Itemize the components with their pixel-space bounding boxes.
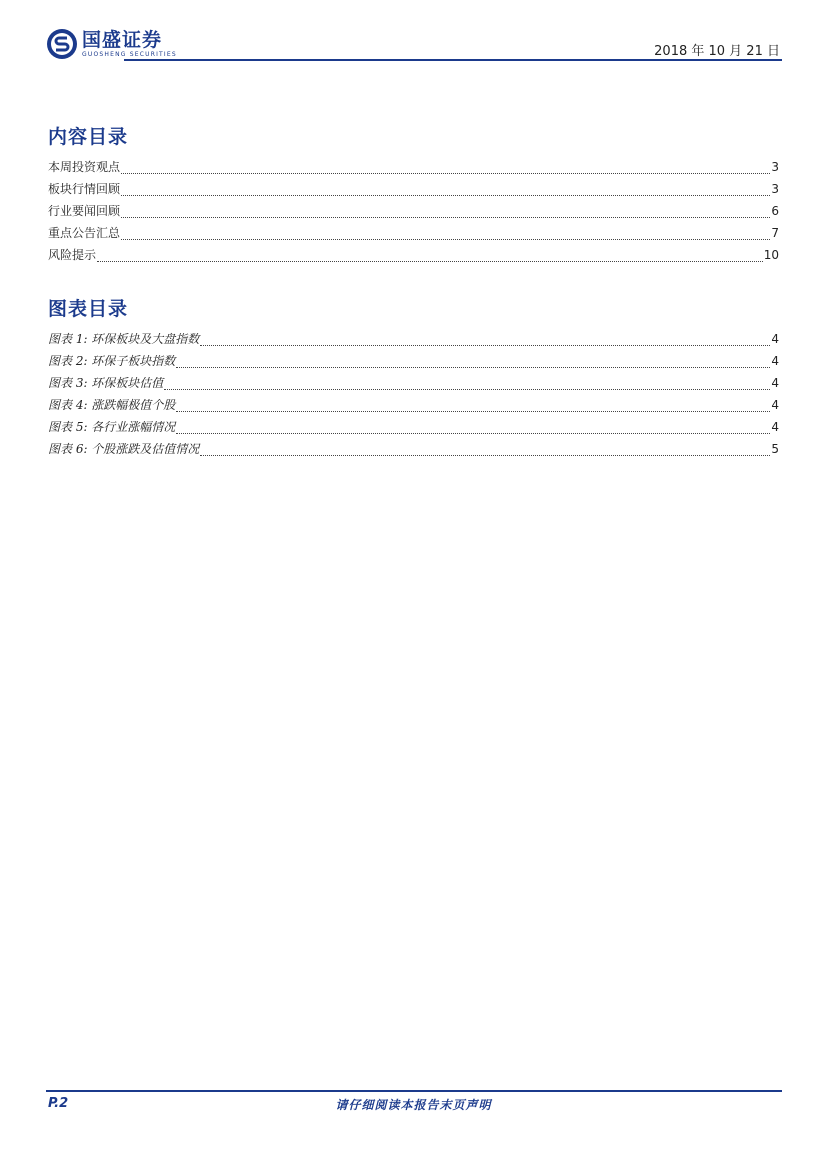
leader-dots	[164, 380, 770, 390]
toc-entry-label: 本周投资观点	[48, 160, 121, 174]
leader-dots	[97, 252, 763, 262]
leader-dots	[121, 186, 770, 196]
figure-entry[interactable]	[48, 330, 779, 352]
figure-entry-label: 图表 3: 环保板块估值	[48, 376, 164, 390]
toc-entry-label: 重点公告汇总	[48, 226, 121, 240]
page-number: P.2	[48, 1096, 69, 1111]
figure-entry-page: 5	[771, 442, 779, 456]
footer-divider	[46, 1090, 782, 1092]
leader-dots	[200, 336, 770, 346]
figure-entry-label: 图表 5: 各行业涨幅情况	[48, 420, 176, 434]
page-header	[46, 24, 782, 64]
figure-entry[interactable]	[48, 418, 779, 440]
figure-entry[interactable]	[48, 396, 779, 418]
toc-entry-page: 6	[771, 204, 779, 218]
leader-dots	[176, 358, 770, 368]
toc-entry-label: 风险提示	[48, 248, 97, 262]
toc-entry[interactable]	[48, 202, 779, 224]
brand-name-en: GUOSHENG SECURITIES	[82, 51, 177, 58]
contents-list	[48, 158, 779, 268]
brand-name-cn: 国盛证券	[82, 29, 163, 51]
leader-dots	[121, 230, 770, 240]
figure-entry-label: 图表 4: 涨跌幅极值个股	[48, 398, 176, 412]
figure-entry-label: 图表 6: 个股涨跌及估值情况	[48, 442, 200, 456]
figure-entry-label: 图表 1: 环保板块及大盘指数	[48, 332, 200, 346]
figure-entry-page: 4	[771, 354, 779, 368]
logo	[46, 26, 177, 62]
figure-entry[interactable]	[48, 374, 779, 396]
logo-icon	[46, 28, 78, 60]
figure-entry-page: 4	[771, 376, 779, 390]
toc-entry-page: 3	[771, 182, 779, 196]
toc-entry[interactable]	[48, 180, 779, 202]
disclaimer-note: 请仔细阅读本报告末页声明	[335, 1098, 492, 1112]
figure-entry[interactable]	[48, 440, 779, 462]
toc-entry[interactable]	[48, 246, 779, 268]
toc-entry[interactable]	[48, 158, 779, 180]
report-date: 2018 年 10 月 21 日	[654, 44, 780, 59]
figure-entry-page: 4	[771, 332, 779, 346]
leader-dots	[121, 208, 770, 218]
leader-dots	[176, 402, 770, 412]
figure-entry[interactable]	[48, 352, 779, 374]
toc-entry-page: 3	[771, 160, 779, 174]
toc-entry-page: 10	[763, 248, 779, 262]
toc-title: 内容目录	[48, 126, 129, 148]
leader-dots	[200, 446, 770, 456]
figure-entry-page: 4	[771, 398, 779, 412]
leader-dots	[176, 424, 770, 434]
figure-entry-page: 4	[771, 420, 779, 434]
figures-title: 图表目录	[48, 298, 129, 320]
toc-entry[interactable]	[48, 224, 779, 246]
figure-entry-label: 图表 2: 环保子板块指数	[48, 354, 176, 368]
toc-entry-label: 行业要闻回顾	[48, 204, 121, 218]
toc-entry-label: 板块行情回顾	[48, 182, 121, 196]
toc-entry-page: 7	[771, 226, 779, 240]
header-divider	[124, 59, 782, 61]
figures-list	[48, 330, 779, 462]
leader-dots	[121, 164, 770, 174]
